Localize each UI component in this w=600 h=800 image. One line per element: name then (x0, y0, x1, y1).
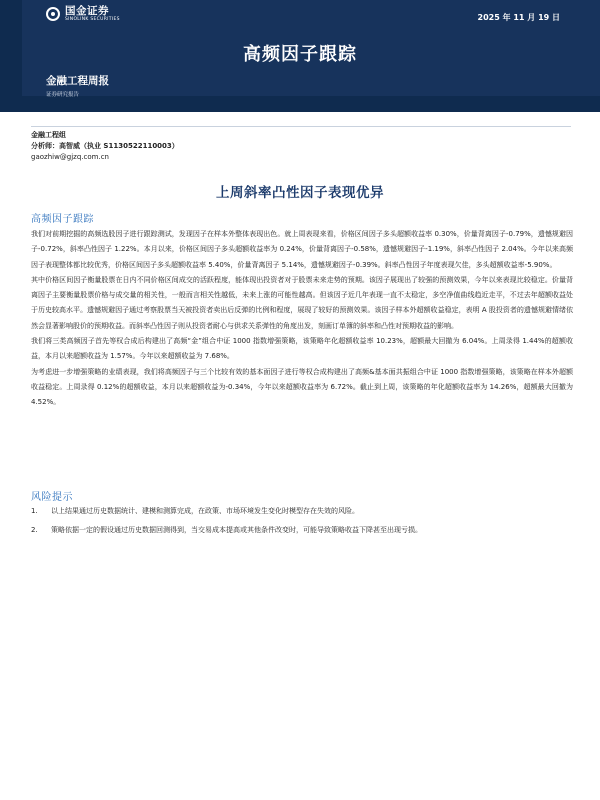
paragraph: 其中价格区间因子衡量股票在日内不同价格区间成交的活跃程度，能体现出投资者对于股票未来走势的预期。该因子展现出了较强的预测效果，今年以来表现比较稳定。价量背离因子主要衡量股票价格与成交量的相关性，一般而言相关性越低，未来上涨的可能性越高。但该因子近几年表现一直不太稳定，多空净值曲线趋近走平，不过去年超额收益处于历史较高水平。遗憾规避因子通过考察股票当天被投资者卖出后反弹的比例和程度，展现了较好的预测效果。该因子样本外超额收益稳定，表明 A 股投资者的遗憾规避情绪依然会显著影响股价的预期收益。而斜率凸性因子则从投资者耐心与供求关系弹性的角度出发，刻画订单簿的斜率和凸性对预期收益的影响。 (31, 275, 573, 330)
report-date: 2025 年 11 月 19 日 (477, 13, 560, 22)
sinolink-logo (46, 6, 120, 22)
paragraph: 我们将三类高频因子首先等权合成后构建出了高频“金”组合中证 1000 指数增强策略，该策略年化超额收益率 10.23%，超额最大回撤为 6.04%。上周录得 1.44%的超额收益，本月以来超额收益为 1.57%。今年以来超额收益为 7.68%。 (31, 337, 573, 361)
paragraph: 我们对前期挖掘的高频选股因子进行跟踪测试，发现因子在样本外整体表现出色。就上周表现来看，价格区间因子多头超额收益率 0.30%，价量背离因子-0.79%，遗憾规避因子-0.72%，斜率凸性因子 1.22%。本月以来，价格区间因子多头超额收益率为 0.24%，价量背离因子-0.58%，遗憾规避因子-1.19%，斜率凸性因子 2.04%。今年以来高频因子表现整体都比较优秀，价格区间因子多头超额收益率 5.40%，价量背离因子 5.14%，遗憾规避因子-0.39%。斜率凸性因子年度表现欠佳，多头超额收益率-5.90%。 (31, 230, 573, 269)
logo-name-en: SINOLINK SECURITIES (65, 16, 120, 22)
risk-list (31, 504, 573, 542)
author-info (31, 130, 179, 163)
report-header (0, 0, 600, 112)
report-title: 上周斜率凸性因子表现优异 (216, 185, 384, 201)
risk-item (31, 523, 573, 538)
risk-item (31, 504, 573, 519)
logo-name-cn: 国金证券 (65, 5, 109, 17)
header-title: 高频因子跟踪 (243, 44, 357, 65)
section-heading-risk: 风险提示 (31, 492, 73, 503)
report-body (31, 227, 573, 411)
risk-number: 2. (31, 526, 38, 534)
risk-text: 以上结果通过历史数据统计、建模和测算完成，在政策、市场环境发生变化时模型存在失效的风险。 (51, 507, 359, 515)
logo-icon (46, 7, 60, 21)
risk-text: 策略依据一定的假设通过历史数据回测得到，当交易成本提高或其他条件改变时，可能导致策略收益下降甚至出现亏损。 (51, 526, 422, 534)
paragraph: 为考虑进一步增强策略的业绩表现，我们将高频因子与三个比较有效的基本面因子进行等权合成构建出了高频&基本面共振组合中证 1000 指数增强策略，该策略在样本外超额收益稳定。上周录得 0.12%的超额收益，本月以来超额收益为-0.34%，今年以来超额收益率为 6.72%。截止到上周，该策略的年化超额收益率为 14.26%，超额最大回撤为 4.52%。 (31, 367, 573, 407)
report-type: 金融工程周报 (46, 75, 109, 87)
analyst-email: gaozhiw@gjzq.com.cn (31, 153, 109, 161)
header-divider (31, 126, 571, 127)
section-heading-tracking: 高频因子跟踪 (31, 214, 94, 225)
team-name: 金融工程组 (31, 131, 66, 139)
analyst-name: 分析师：高智威（执业 S1130522110003） (31, 142, 179, 150)
report-subtype: 证券研究报告 (46, 92, 80, 98)
risk-number: 1. (31, 507, 38, 515)
